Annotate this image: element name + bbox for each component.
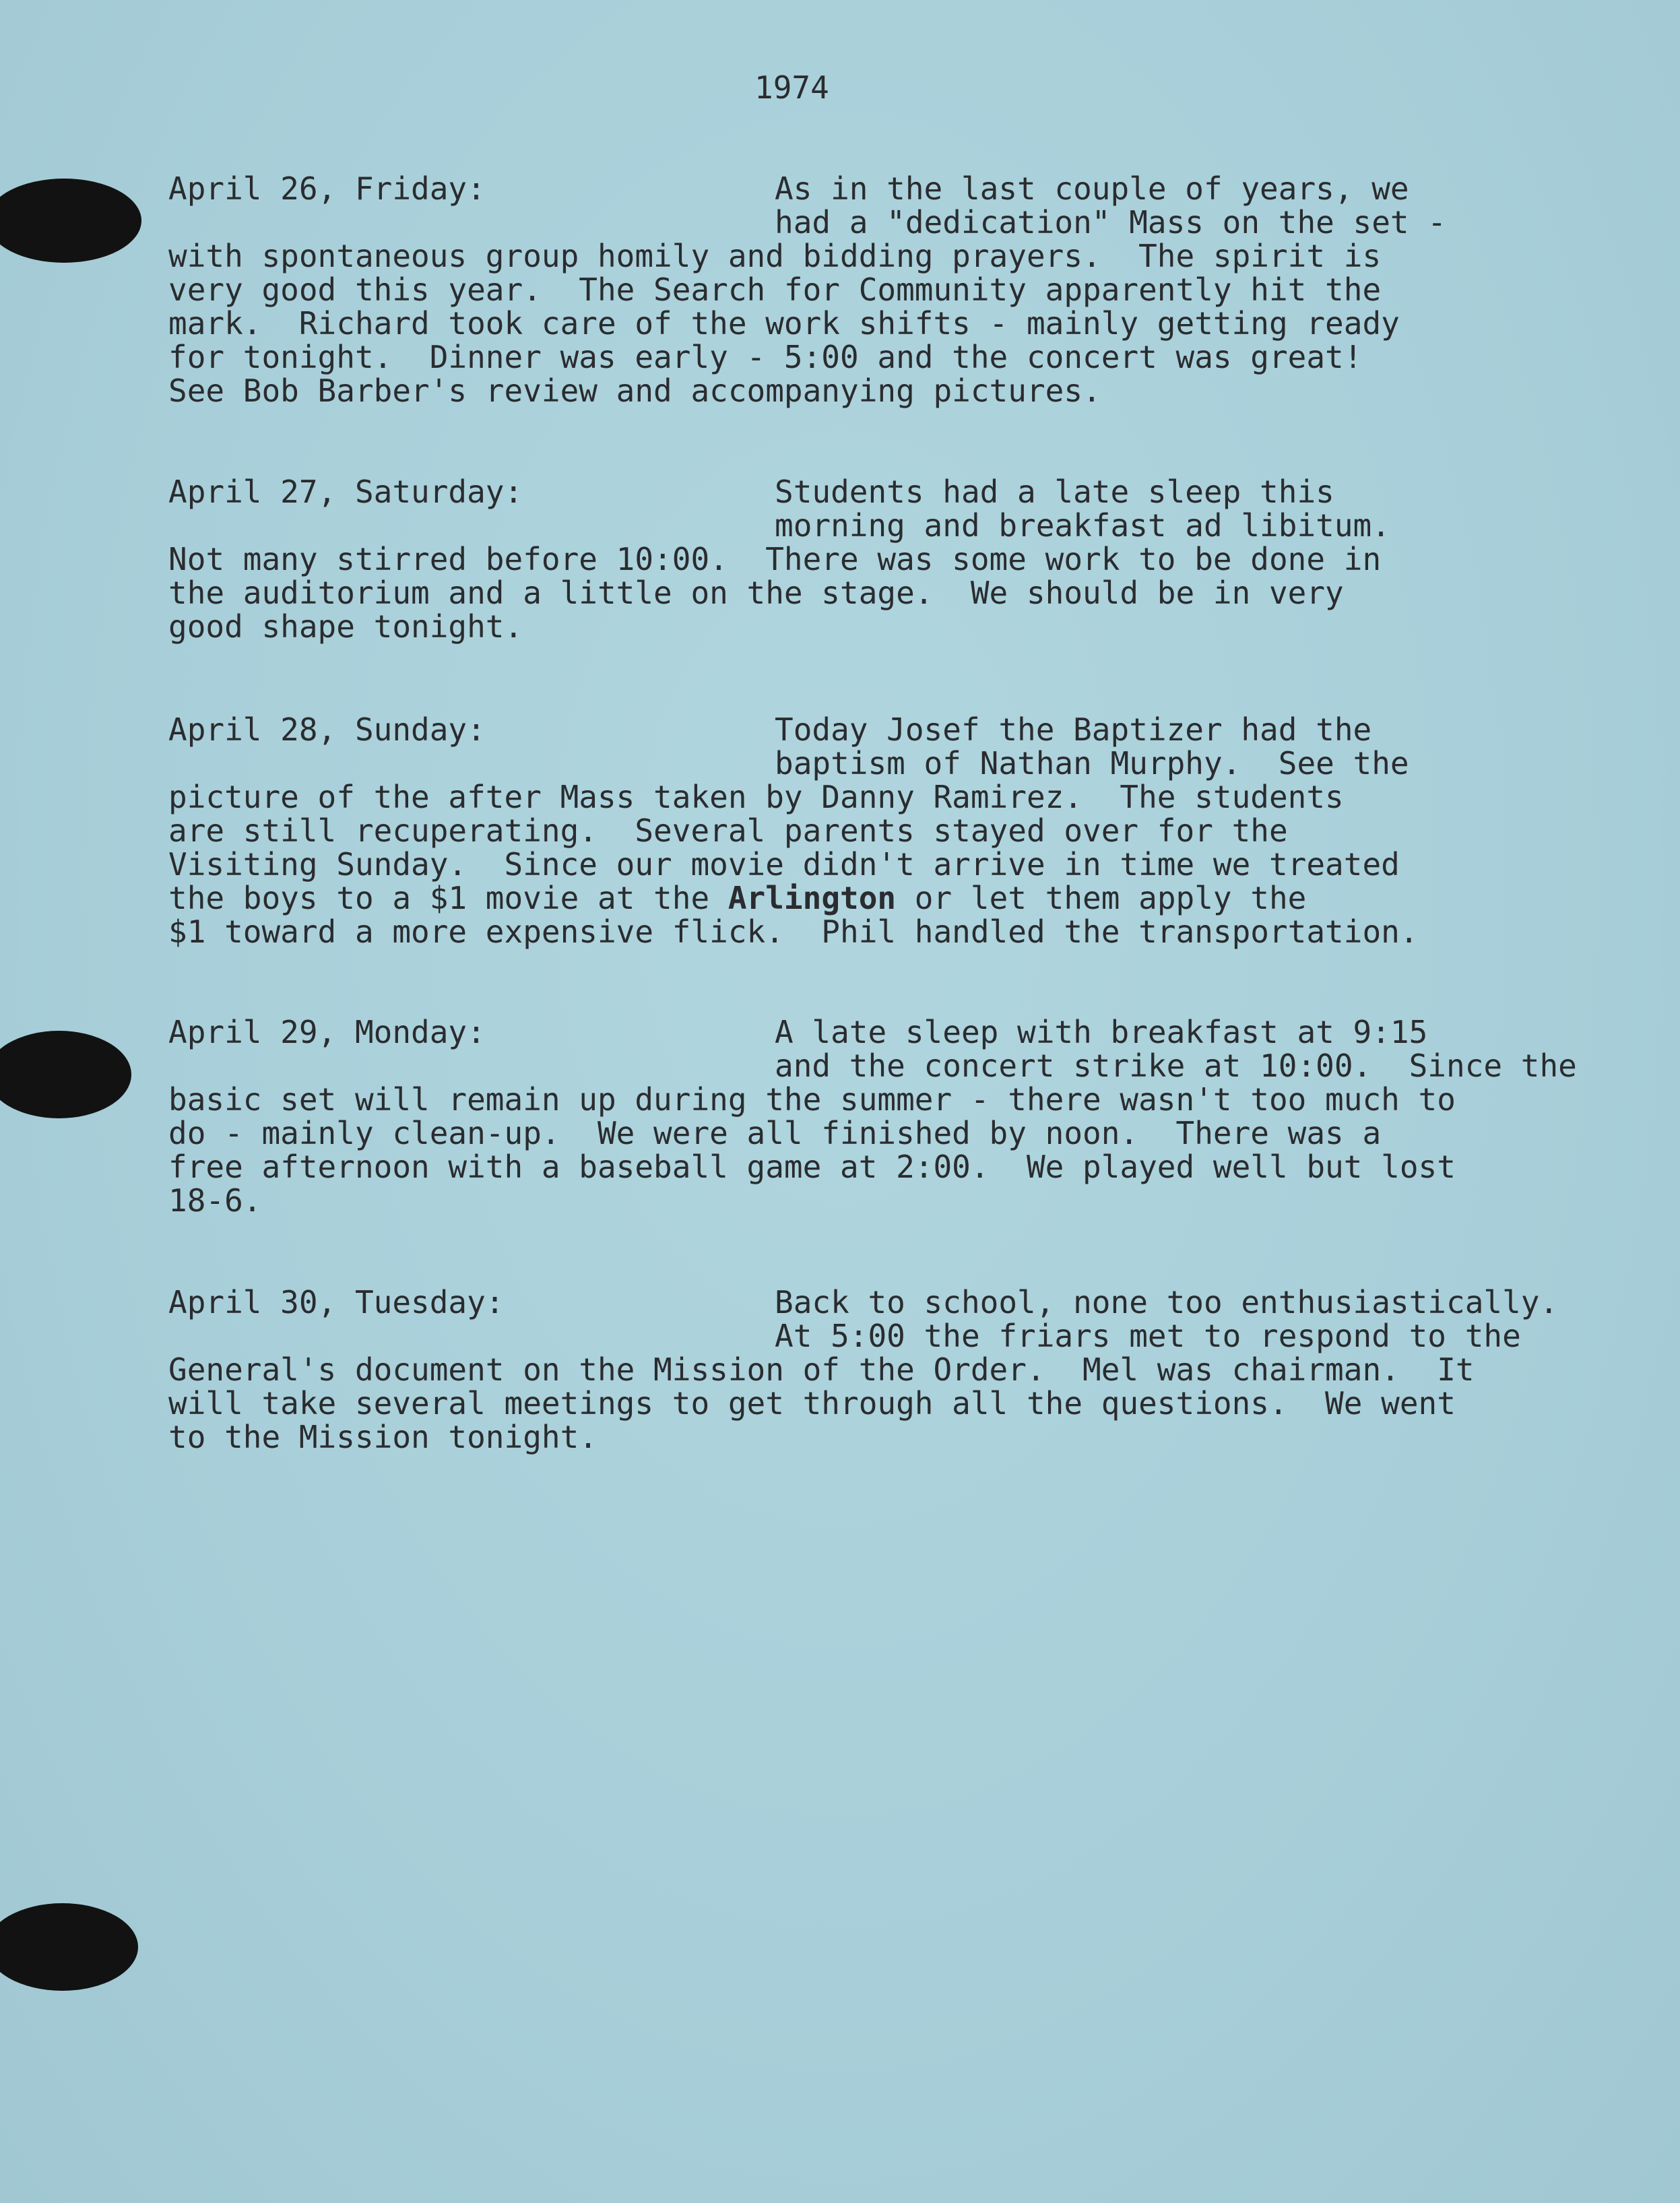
entry-text-line: had a "dedication" Mass on the set - xyxy=(775,204,1446,241)
binder-hole xyxy=(0,179,141,263)
journal-entry xyxy=(168,475,1650,643)
entry-text-line: $1 toward a more expensive flick. Phil handled the transportation. xyxy=(168,914,1419,950)
entry-text-line: See Bob Barber's review and accompanying pictures. xyxy=(168,373,1101,409)
entry-text-line: for tonight. Dinner was early - 5:00 and the concert was great! xyxy=(168,339,1363,375)
entry-text-line: mark. Richard took care of the work shifts - mainly getting ready xyxy=(168,305,1400,342)
entry-text-line: with spontaneous group homily and bidding prayers. The spirit is xyxy=(168,238,1382,274)
entry-text-line: do - mainly clean-up. We were all finished by noon. There was a xyxy=(168,1115,1382,1151)
entry-text-line: basic set will remain up during the summer - there wasn't too much to xyxy=(168,1081,1456,1118)
entry-text-line: and the concert strike at 10:00. Since the xyxy=(775,1048,1577,1084)
entry-text-line: very good this year. The Search for Community apparently hit the xyxy=(168,272,1382,308)
entry-text-line: A late sleep with breakfast at 9:15 xyxy=(775,1014,1428,1050)
entry-date: April 27, Saturday: xyxy=(168,474,523,510)
binder-hole xyxy=(0,1903,138,1991)
entry-text-line: picture of the after Mass taken by Danny Ramirez. The students xyxy=(168,779,1344,815)
entry-text-line: Students had a late sleep this xyxy=(775,474,1334,510)
entry-text-line: Today Josef the Baptizer had the xyxy=(775,711,1372,748)
entry-first-line xyxy=(168,475,1650,509)
entry-date: April 30, Tuesday: xyxy=(168,1284,505,1320)
entry-text-line: the auditorium and a little on the stage. We should be in very xyxy=(168,575,1344,611)
entry-text-line: good shape tonight. xyxy=(168,608,523,645)
entry-text-line: baptism of Nathan Murphy. See the xyxy=(775,745,1409,781)
entry-text-line: Back to school, none too enthusiastically. xyxy=(775,1284,1559,1320)
entry-text-line xyxy=(168,881,1650,915)
entry-text-line: At 5:00 the friars met to respond to the xyxy=(775,1318,1521,1354)
entry-bold-word: Arlington xyxy=(728,880,897,916)
entry-text-line: morning and breakfast ad libitum. xyxy=(775,507,1390,544)
journal-entry xyxy=(168,1015,1650,1217)
entry-text-line: free afternoon with a baseball game at 2:00. We played well but lost xyxy=(168,1149,1456,1185)
entry-text-line: As in the last couple of years, we xyxy=(775,170,1409,207)
entry-first-line xyxy=(168,172,1650,205)
journal-entry xyxy=(168,1285,1650,1454)
entry-text-line: Not many stirred before 10:00. There was some work to be done in xyxy=(168,541,1382,577)
entry-text-line: are still recuperating. Several parents stayed over for the xyxy=(168,812,1288,849)
entry-text-line: 18-6. xyxy=(168,1182,262,1219)
entry-date: April 29, Monday: xyxy=(168,1014,486,1050)
entry-text-line: Visiting Sunday. Since our movie didn't arrive in time we treated xyxy=(168,846,1400,883)
binder-hole xyxy=(0,1031,131,1118)
entry-text-segment: the boys to a $1 movie at the xyxy=(168,880,728,916)
entry-text-line: to the Mission tonight. xyxy=(168,1419,597,1455)
entry-date: April 28, Sunday: xyxy=(168,711,486,748)
entry-first-line xyxy=(168,1285,1650,1319)
entry-first-line xyxy=(168,1015,1650,1049)
entry-text-line: General's document on the Mission of the Order. Mel was chairman. It xyxy=(168,1351,1475,1388)
journal-entry xyxy=(168,172,1650,408)
entry-date: April 26, Friday: xyxy=(168,170,486,207)
page-year: 1974 xyxy=(754,69,829,106)
journal-entry xyxy=(168,713,1650,949)
entry-text-segment: or let them apply the xyxy=(896,880,1307,916)
entry-text-line: will take several meetings to get through all the questions. We went xyxy=(168,1385,1456,1422)
entry-first-line xyxy=(168,713,1650,746)
